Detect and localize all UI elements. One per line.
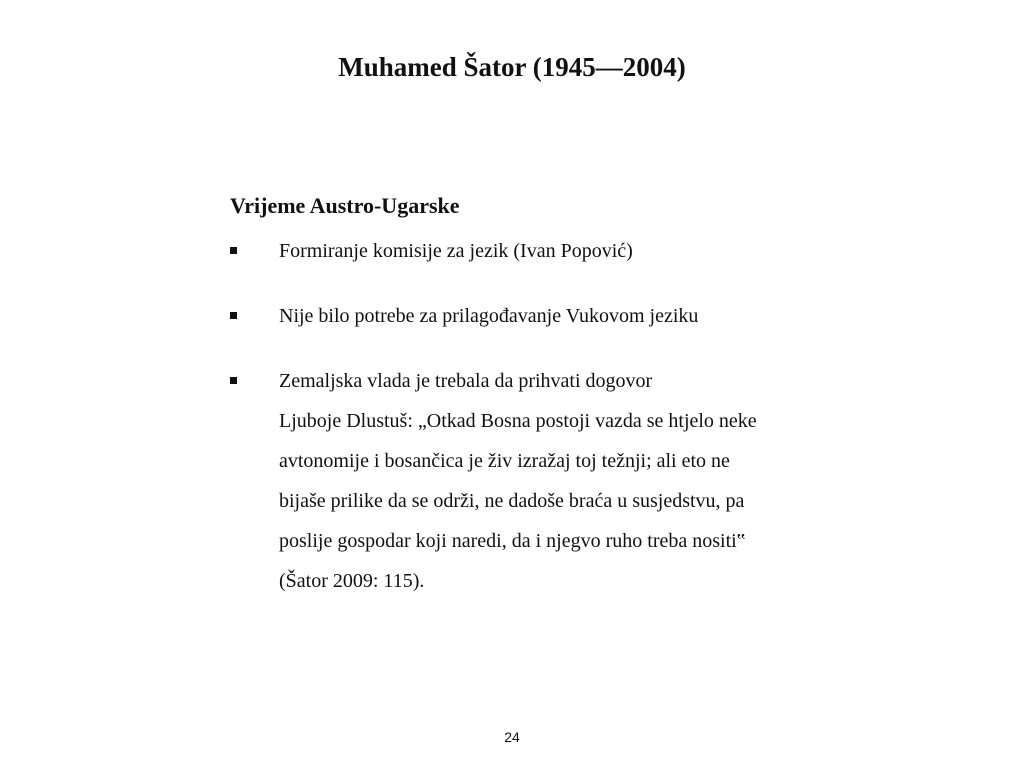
content-section bbox=[230, 193, 870, 601]
quote-line: Ljuboje Dlustuš: „Otkad Bosna postoji vazda se htjelo neke bbox=[279, 410, 757, 432]
page-title: Muhamed Šator (1945—2004) bbox=[338, 52, 686, 82]
quote-line: avtonomije i bosančica je živ izražaj toj težnji; ali eto ne bbox=[279, 450, 730, 472]
quote-line: bijaše prilike da se održi, ne dadoše braća u susjedstvu, pa bbox=[279, 490, 745, 512]
bullet-item bbox=[230, 361, 870, 601]
page-number: 24 bbox=[504, 729, 520, 745]
bullet-text: Nije bilo potrebe za prilagođavanje Vukovom jeziku bbox=[279, 305, 699, 327]
bullet-text: Zemaljska vlada je trebala da prihvati dogovor bbox=[279, 370, 653, 392]
bullet-item bbox=[230, 296, 870, 336]
bullet-text: Formiranje komisije za jezik (Ivan Popović) bbox=[279, 240, 633, 262]
square-bullet-icon bbox=[230, 361, 244, 401]
section-heading: Vrijeme Austro-Ugarske bbox=[230, 193, 460, 218]
citation-line: (Šator 2009: 115). bbox=[279, 570, 425, 592]
square-bullet-icon bbox=[230, 296, 244, 336]
quote-line: poslije gospodar koji naredi, da i njegvo ruho treba nositi‟ bbox=[279, 530, 746, 552]
square-bullet-icon bbox=[230, 231, 244, 271]
bullet-item bbox=[230, 231, 870, 271]
